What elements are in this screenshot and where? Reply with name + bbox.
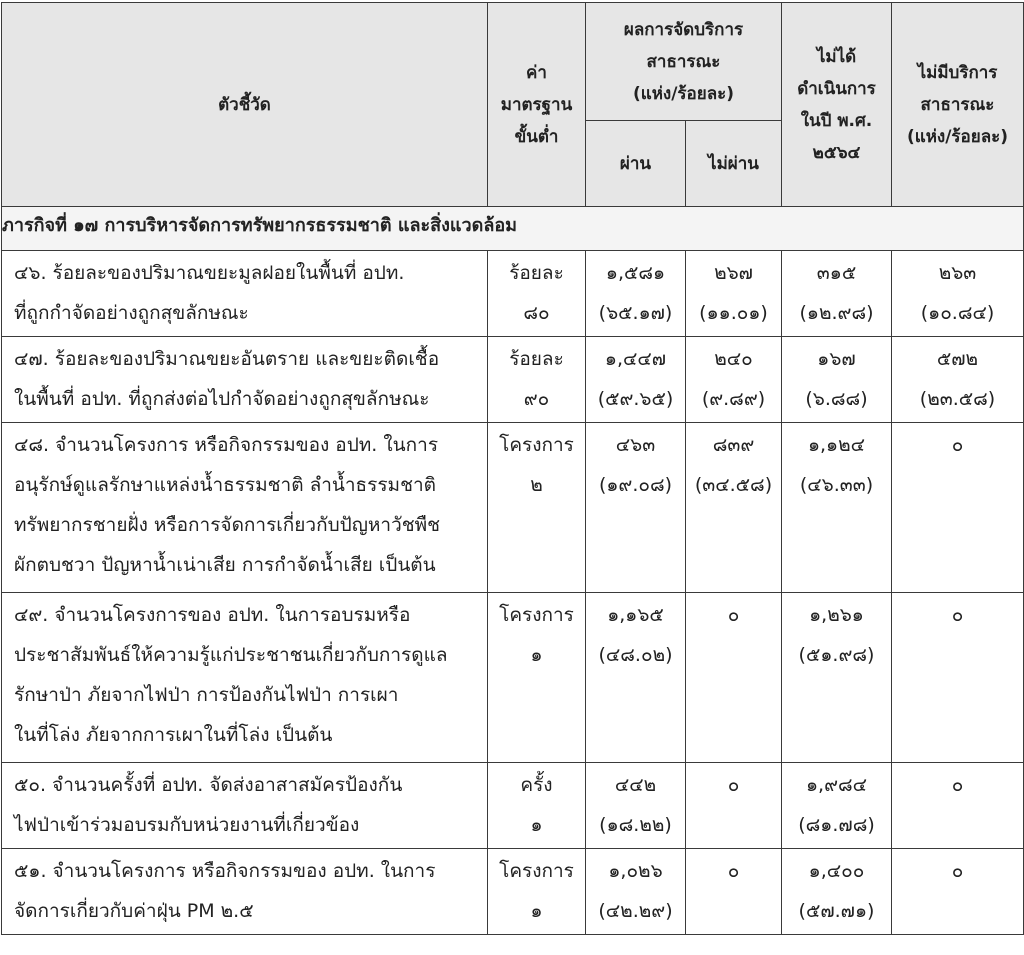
indicator-cell	[2, 763, 488, 849]
not-done-value: ๑๖๗	[817, 348, 856, 370]
header-not-done-line: ไม่ได้	[816, 46, 857, 67]
no-service-value: ๐	[951, 860, 964, 882]
fail-value: ๐	[727, 774, 740, 796]
header-not-done	[782, 3, 892, 207]
standard-value: โครงการ	[499, 860, 574, 882]
header-not-done-line: ดำเนินการ	[797, 78, 876, 99]
pass-value: ๑,๕๘๑	[605, 262, 666, 284]
not-done-value: (๖.๘๘)	[805, 388, 868, 410]
fail-value: ๒๖๗	[714, 262, 753, 284]
header-not-done-line: ๒๕๖๔	[812, 142, 861, 163]
pass-value: ๑,๑๖๕	[607, 604, 664, 626]
header-result	[586, 3, 782, 121]
table-row	[2, 423, 1024, 593]
indicator-cell	[2, 849, 488, 935]
header-result-line: (แห่ง/ร้อยละ)	[632, 83, 735, 104]
indicator-line: ๔๙. จำนวนโครงการของ อปท. ในการอบรมหรือ	[14, 604, 411, 626]
indicator-line: ๕๐. จำนวนครั้งที่ อปท. จัดส่งอาสาสมัครป้องกัน	[14, 774, 403, 796]
pass-cell	[586, 251, 686, 337]
no-service-value: ๐	[951, 604, 964, 626]
not-done-value: (๑๒.๙๘)	[799, 302, 874, 324]
section-title: ภารกิจที่ ๑๗ การบริหารจัดการทรัพยากรธรรมชาติ และสิ่งแวดล้อม	[2, 207, 1024, 251]
no-service-cell	[892, 593, 1024, 763]
header-fail: ไม่ผ่าน	[686, 121, 782, 207]
indicator-line: ผักตบชวา ปัญหาน้ำเน่าเสีย การกำจัดน้ำเสีย เป็นต้น	[14, 554, 436, 576]
indicator-line: ที่ถูกกำจัดอย่างถูกสุขลักษณะ	[14, 302, 249, 324]
header-standard-line: ขั้นต่ำ	[514, 126, 559, 147]
not-done-value: (๔๖.๓๓)	[799, 474, 874, 496]
indicator-line: ประชาสัมพันธ์ให้ความรู้แก่ประชาชนเกี่ยวกับการดูแล	[14, 644, 448, 666]
not-done-cell	[782, 423, 892, 593]
header-standard-line: ค่า	[526, 62, 547, 83]
header-no-service-line: ไม่มีบริการ	[917, 62, 998, 83]
indicator-line: ๔๘. จำนวนโครงการ หรือกิจกรรมของ อปท. ในการ	[14, 434, 439, 456]
header-result-line: สาธารณะ	[646, 51, 721, 72]
no-service-cell	[892, 423, 1024, 593]
fail-cell	[686, 593, 782, 763]
no-service-value: ๐	[951, 774, 964, 796]
pass-cell	[586, 763, 686, 849]
indicator-line: จัดการเกี่ยวกับค่าฝุ่น PM ๒.๕	[14, 900, 254, 922]
pass-value: (๖๕.๑๗)	[598, 302, 673, 324]
indicator-cell	[2, 337, 488, 423]
not-done-value: ๑,๙๘๔	[805, 774, 868, 796]
not-done-cell	[782, 849, 892, 935]
standard-value: ๑	[530, 900, 543, 922]
indicator-cell	[2, 251, 488, 337]
no-service-value: ๒๖๓	[938, 262, 977, 284]
standard-value: ๑	[530, 644, 543, 666]
pass-value: ๑,๐๒๖	[608, 860, 663, 882]
not-done-cell	[782, 593, 892, 763]
header-not-done-line: ในปี พ.ศ.	[800, 110, 873, 131]
header-pass: ผ่าน	[586, 121, 686, 207]
indicator-line: ๔๗. ร้อยละของปริมาณขยะอันตราย และขยะติดเชื้อ	[14, 348, 440, 370]
header-indicator: ตัวชี้วัด	[2, 3, 488, 207]
standard-value: ร้อยละ	[509, 348, 564, 370]
table-row	[2, 763, 1024, 849]
header-no-service-line: สาธารณะ	[920, 94, 995, 115]
not-done-cell	[782, 763, 892, 849]
pass-value: (๑๙.๐๘)	[598, 474, 673, 496]
indicator-cell	[2, 593, 488, 763]
fail-value: ๐	[727, 860, 740, 882]
pass-cell	[586, 423, 686, 593]
indicator-table	[1, 2, 1024, 935]
header-no-service	[892, 3, 1024, 207]
pass-value: (๑๘.๒๒)	[599, 814, 672, 836]
fail-value: (๓๔.๕๘)	[694, 474, 773, 496]
header-no-service-line: (แห่ง/ร้อยละ)	[906, 126, 1009, 147]
indicator-line: ๕๑. จำนวนโครงการ หรือกิจกรรมของ อปท. ในการ	[14, 860, 436, 882]
indicator-line: ในที่โล่ง ภัยจากการเผาในที่โล่ง เป็นต้น	[14, 724, 333, 746]
not-done-value: ๑,๑๒๔	[807, 434, 866, 456]
fail-cell	[686, 251, 782, 337]
not-done-value: (๕๗.๗๑)	[798, 900, 875, 922]
header-standard	[488, 3, 586, 207]
pass-cell	[586, 593, 686, 763]
pass-cell	[586, 337, 686, 423]
not-done-value: ๓๑๕	[816, 262, 857, 284]
header-standard-line: มาตรฐาน	[500, 94, 573, 115]
not-done-value: ๑,๔๐๐	[808, 860, 865, 882]
fail-value: (๙.๘๙)	[701, 388, 766, 410]
fail-cell	[686, 763, 782, 849]
table-row	[2, 849, 1024, 935]
indicator-line: ทรัพยากรชายฝั่ง หรือการจัดการเกี่ยวกับปัญหาวัชพืช	[14, 514, 441, 536]
standard-value: ๙๐	[523, 388, 550, 410]
not-done-value: (๘๑.๗๘)	[798, 814, 875, 836]
indicator-line: ในพื้นที่ อปท. ที่ถูกส่งต่อไปกำจัดอย่างถูกสุขลักษณะ	[14, 388, 430, 410]
standard-value: ๑	[530, 814, 543, 836]
not-done-value: ๑,๒๖๑	[809, 604, 864, 626]
standard-value: ครั้ง	[520, 774, 553, 796]
not-done-cell	[782, 337, 892, 423]
pass-value: (๔๘.๐๒)	[598, 644, 673, 666]
header-result-line: ผลการจัดบริการ	[623, 19, 744, 40]
no-service-cell	[892, 251, 1024, 337]
not-done-value: (๕๑.๙๘)	[798, 644, 875, 666]
indicator-cell	[2, 423, 488, 593]
pass-value: (๔๒.๒๙)	[598, 900, 673, 922]
standard-cell	[488, 423, 586, 593]
standard-cell	[488, 337, 586, 423]
no-service-value: ๐	[951, 434, 964, 456]
table-row	[2, 337, 1024, 423]
pass-value: ๑,๔๔๗	[604, 348, 667, 370]
pass-cell	[586, 849, 686, 935]
not-done-cell	[782, 251, 892, 337]
no-service-cell	[892, 849, 1024, 935]
indicator-line: อนุรักษ์ดูแลรักษาแหล่งน้ำธรรมชาติ ลำน้ำธรรมชาติ	[14, 474, 436, 496]
fail-cell	[686, 337, 782, 423]
standard-value: โครงการ	[499, 604, 574, 626]
fail-cell	[686, 423, 782, 593]
fail-value: ๐	[727, 604, 740, 626]
pass-value: ๔๔๒	[614, 774, 657, 796]
indicator-line: ๔๖. ร้อยละของปริมาณขยะมูลฝอยในพื้นที่ อปท.	[14, 262, 405, 284]
fail-value: ๒๔๐	[714, 348, 753, 370]
standard-value: ๘๐	[523, 302, 550, 324]
standard-value: โครงการ	[499, 434, 574, 456]
fail-cell	[686, 849, 782, 935]
standard-cell	[488, 849, 586, 935]
standard-cell	[488, 251, 586, 337]
standard-value: ร้อยละ	[509, 262, 564, 284]
standard-value: ๒	[530, 474, 543, 496]
pass-value: ๔๖๓	[615, 434, 656, 456]
no-service-cell	[892, 337, 1024, 423]
no-service-value: (๒๓.๕๘)	[919, 388, 996, 410]
fail-value: ๘๓๙	[712, 434, 755, 456]
indicator-line: รักษาป่า ภัยจากไฟป่า การป้องกันไฟป่า การเผา	[14, 684, 399, 706]
table-row	[2, 593, 1024, 763]
no-service-value: ๕๗๒	[936, 348, 979, 370]
fail-value: (๑๑.๐๑)	[699, 302, 768, 324]
standard-cell	[488, 593, 586, 763]
no-service-value: (๑๐.๘๔)	[920, 302, 995, 324]
table-row	[2, 251, 1024, 337]
pass-value: (๕๙.๖๕)	[597, 388, 674, 410]
standard-cell	[488, 763, 586, 849]
indicator-line: ไฟป่าเข้าร่วมอบรมกับหน่วยงานที่เกี่ยวข้อง	[14, 814, 360, 836]
no-service-cell	[892, 763, 1024, 849]
